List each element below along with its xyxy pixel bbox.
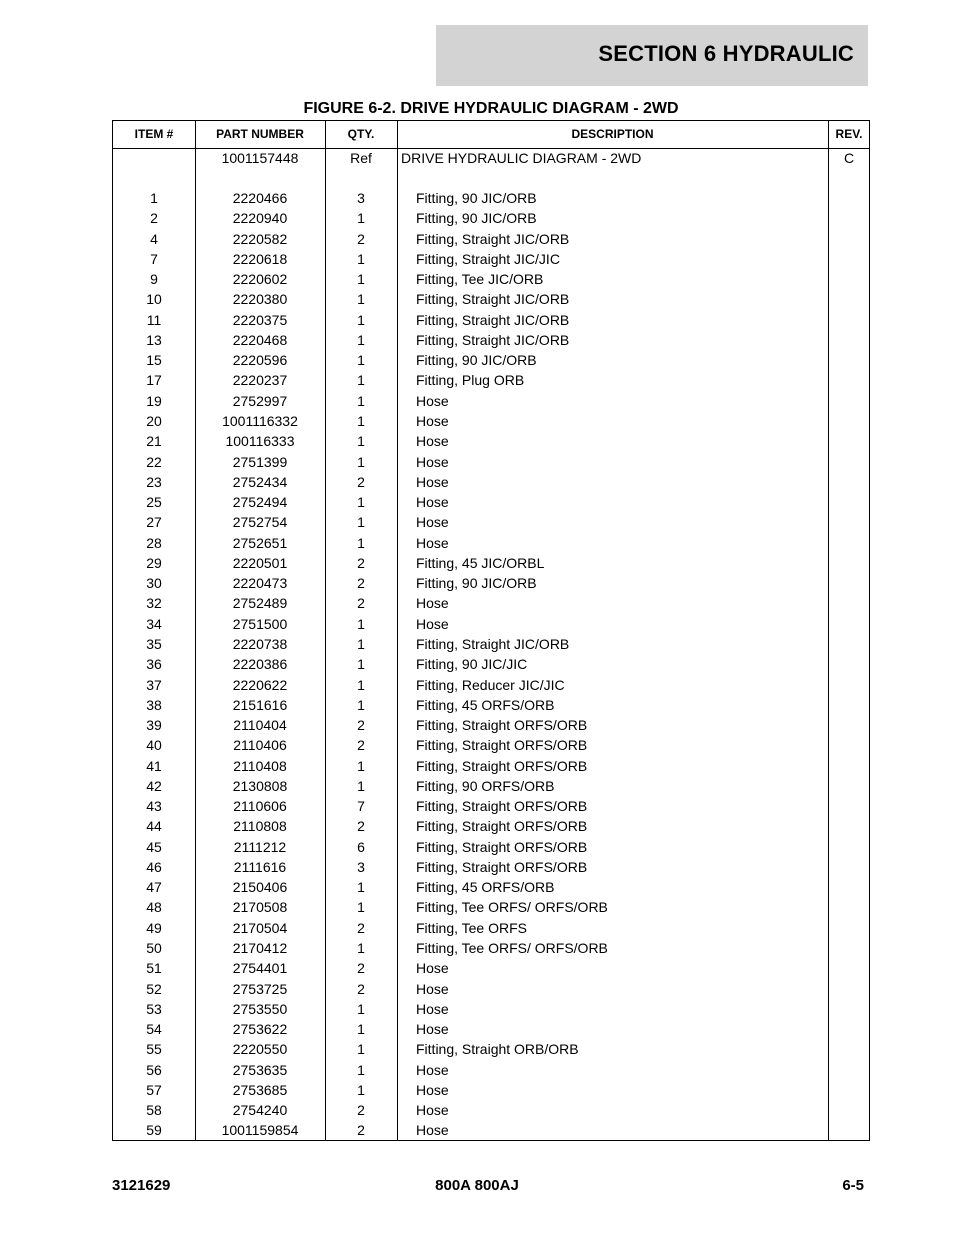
description: Hose — [416, 1081, 449, 1098]
quantity: 1 — [357, 777, 365, 794]
quantity: 1 — [357, 1021, 365, 1038]
item-number: 52 — [146, 980, 162, 997]
item-number: 56 — [146, 1061, 162, 1078]
quantity: 1 — [357, 1061, 365, 1078]
part-number: 2751500 — [232, 615, 288, 632]
description: Fitting, Straight ORFS/ORB — [416, 737, 588, 754]
part-number: 1001116332 — [222, 413, 298, 429]
part-number: 2220501 — [232, 554, 288, 571]
part-number: 2220473 — [232, 575, 288, 592]
quantity: 1 — [357, 331, 365, 348]
item-number: 59 — [146, 1122, 162, 1139]
quantity: 2 — [357, 230, 365, 247]
description: Fitting, Straight ORFS/ORB — [416, 838, 588, 855]
quantity: 1 — [357, 271, 365, 288]
item-number: 23 — [146, 473, 162, 490]
item-number: 22 — [146, 453, 162, 470]
quantity: 2 — [357, 717, 365, 733]
description: Fitting, 90 ORFS/ORB — [416, 777, 555, 794]
description: Hose — [416, 1021, 449, 1038]
description: Fitting, 45 ORFS/ORB — [416, 879, 555, 896]
item-number: 17 — [146, 372, 162, 389]
table-row — [113, 677, 869, 697]
description: Hose — [416, 1102, 449, 1119]
ref-row — [113, 150, 869, 170]
table-row — [113, 251, 869, 271]
table-row — [113, 271, 869, 291]
quantity: 1 — [357, 210, 365, 227]
item-number: 15 — [146, 352, 162, 369]
item-number: 38 — [146, 696, 162, 713]
quantity: 2 — [357, 575, 365, 592]
header-item: ITEM # — [134, 127, 174, 141]
item-number: 19 — [146, 392, 162, 409]
part-number: 2753725 — [232, 980, 288, 997]
table-row — [113, 555, 869, 575]
part-number: 2220596 — [232, 352, 288, 369]
section-title: SECTION 6 HYDRAULIC — [598, 41, 854, 66]
table-row — [113, 879, 869, 899]
item-number: 10 — [146, 291, 162, 308]
footer-page-number: 6-5 — [842, 1177, 864, 1194]
table-row — [113, 616, 869, 636]
table-row — [113, 190, 869, 210]
description: Hose — [416, 1000, 449, 1017]
part-number: 2752651 — [232, 534, 288, 551]
part-number: 2752434 — [232, 473, 288, 490]
quantity: 2 — [357, 919, 365, 936]
part-number: 2220940 — [232, 210, 288, 227]
item-number: 1 — [150, 190, 158, 206]
quantity: 1 — [357, 433, 365, 450]
description: Fitting, 45 JIC/ORBL — [416, 554, 545, 571]
description: Hose — [416, 1061, 449, 1078]
item-number: 42 — [146, 777, 162, 794]
part-number: 2111212 — [233, 838, 287, 855]
table-row — [113, 352, 869, 372]
description: Fitting, Straight JIC/ORB — [416, 291, 570, 308]
item-number: 40 — [146, 737, 162, 754]
part-number: 2220237 — [232, 372, 288, 389]
item-number: 27 — [146, 514, 162, 531]
part-number: 2110408 — [233, 757, 287, 774]
item-number: 2 — [150, 210, 158, 227]
description: Fitting, Straight JIC/JIC — [416, 250, 560, 267]
table-row — [113, 920, 869, 940]
quantity: 1 — [357, 899, 365, 916]
description: Hose — [416, 413, 449, 429]
item-number: 46 — [146, 858, 162, 875]
table-row — [113, 514, 869, 534]
table-row — [113, 960, 869, 980]
part-number: 2110808 — [233, 818, 287, 835]
item-number: 48 — [146, 899, 162, 916]
part-number: 2130808 — [232, 777, 288, 794]
ref-rev: C — [843, 150, 855, 166]
header-part-number: PART NUMBER — [216, 127, 304, 141]
ref-qty: Ref — [350, 150, 372, 166]
item-number: 50 — [146, 940, 162, 956]
part-number: 2220550 — [232, 1041, 288, 1058]
table-row — [113, 940, 869, 960]
item-number: 35 — [146, 635, 162, 652]
quantity: 2 — [357, 960, 365, 977]
part-number: 2220468 — [232, 331, 288, 348]
description: Fitting, Straight JIC/ORB — [416, 331, 570, 348]
item-number: 51 — [146, 960, 162, 977]
quantity: 1 — [357, 372, 365, 389]
part-number: 2752754 — [232, 514, 288, 531]
part-number: 2170508 — [232, 899, 288, 916]
item-number: 57 — [146, 1081, 162, 1098]
item-number: 7 — [150, 250, 158, 267]
ref-part-number: 1001157448 — [221, 150, 299, 166]
header-divider — [113, 148, 869, 149]
quantity: 1 — [357, 352, 365, 369]
item-number: 58 — [146, 1102, 162, 1119]
footer-model: 800A 800AJ — [435, 1177, 519, 1194]
part-number: 2754240 — [232, 1102, 288, 1119]
description: Fitting, Tee ORFS/ ORFS/ORB — [416, 940, 608, 956]
table-row — [113, 737, 869, 757]
table-row — [113, 839, 869, 859]
header-description: DESCRIPTION — [571, 127, 654, 141]
part-number: 2220466 — [232, 190, 288, 206]
description: Fitting, 90 JIC/JIC — [416, 656, 528, 673]
quantity: 2 — [357, 737, 365, 754]
quantity: 1 — [357, 413, 365, 429]
part-number: 2151616 — [232, 696, 288, 713]
table-row — [113, 372, 869, 392]
quantity: 3 — [357, 858, 365, 875]
description: Fitting, Tee ORFS — [416, 919, 528, 936]
description: Hose — [416, 514, 449, 531]
table-row — [113, 697, 869, 717]
figure-title: FIGURE 6-2. DRIVE HYDRAULIC DIAGRAM - 2WD — [303, 100, 679, 117]
footer-doc-number: 3121629 — [112, 1177, 171, 1194]
item-number: 28 — [146, 534, 162, 551]
description: Fitting, Straight ORFS/ORB — [416, 798, 588, 815]
description: Fitting, 45 ORFS/ORB — [416, 696, 555, 713]
part-number: 2110606 — [233, 798, 287, 815]
quantity: 2 — [357, 473, 365, 490]
part-number: 1001159854 — [221, 1122, 299, 1139]
description: Fitting, Straight ORFS/ORB — [416, 757, 588, 774]
part-number: 2220375 — [232, 311, 288, 328]
quantity: 1 — [357, 879, 365, 896]
quantity: 1 — [357, 534, 365, 551]
table-row — [113, 413, 869, 433]
description: Fitting, Plug ORB — [416, 372, 525, 389]
ref-description: DRIVE HYDRAULIC DIAGRAM - 2WD — [401, 150, 642, 166]
table-row — [113, 210, 869, 230]
description: Hose — [416, 494, 449, 511]
description: Fitting, Straight JIC/ORB — [416, 635, 570, 652]
quantity: 2 — [357, 595, 365, 612]
item-number: 49 — [146, 919, 162, 936]
item-number: 53 — [146, 1000, 162, 1017]
item-number: 54 — [146, 1021, 162, 1038]
description: Hose — [416, 615, 449, 632]
part-number: 2111616 — [233, 858, 287, 875]
quantity: 1 — [357, 615, 365, 632]
part-number: 2220386 — [232, 656, 288, 673]
quantity: 1 — [357, 656, 365, 673]
description: Fitting, 90 JIC/ORB — [416, 575, 537, 592]
parts-table — [112, 120, 870, 1141]
item-number: 37 — [146, 676, 162, 693]
quantity: 3 — [357, 190, 365, 206]
table-row — [113, 393, 869, 413]
item-number: 39 — [146, 717, 162, 733]
item-number: 30 — [146, 575, 162, 592]
description: Fitting, Tee JIC/ORB — [416, 271, 544, 288]
description: Fitting, 90 JIC/ORB — [416, 210, 537, 227]
table-row — [113, 291, 869, 311]
description: Hose — [416, 534, 449, 551]
description: Hose — [416, 980, 449, 997]
table-row — [113, 494, 869, 514]
table-row — [113, 899, 869, 919]
table-row — [113, 798, 869, 818]
part-number: 2220738 — [232, 635, 288, 652]
description: Hose — [416, 595, 449, 612]
item-number: 43 — [146, 798, 162, 815]
table-row — [113, 1122, 869, 1142]
item-number: 13 — [146, 331, 162, 348]
item-number: 44 — [146, 818, 162, 835]
table-row — [113, 1102, 869, 1122]
description: Fitting, Straight JIC/ORB — [416, 311, 570, 328]
quantity: 1 — [357, 311, 365, 328]
part-number: 2753622 — [232, 1021, 288, 1038]
table-row — [113, 636, 869, 656]
quantity: 1 — [357, 635, 365, 652]
part-number: 2170504 — [232, 919, 288, 936]
item-number: 11 — [146, 311, 162, 328]
table-row — [113, 859, 869, 879]
part-number: 2220622 — [232, 676, 288, 693]
part-number: 2753685 — [232, 1081, 288, 1098]
item-number: 34 — [146, 615, 162, 632]
header-qty: QTY. — [347, 127, 375, 141]
quantity: 2 — [357, 818, 365, 835]
table-row — [113, 778, 869, 798]
table-row — [113, 981, 869, 1001]
description: Hose — [416, 453, 449, 470]
table-row — [113, 1001, 869, 1021]
item-number: 47 — [146, 879, 162, 896]
description: Fitting, Straight ORFS/ORB — [416, 818, 588, 835]
part-number: 2220582 — [232, 230, 288, 247]
table-row — [113, 595, 869, 615]
item-number: 45 — [146, 838, 162, 855]
table-row — [113, 332, 869, 352]
description: Fitting, Straight ORB/ORB — [416, 1041, 579, 1058]
part-number: 2753550 — [232, 1000, 288, 1017]
quantity: 1 — [357, 757, 365, 774]
part-number: 2752494 — [232, 494, 288, 511]
table-row — [113, 818, 869, 838]
section-header — [436, 25, 868, 86]
description: Fitting, 90 JIC/ORB — [416, 352, 537, 369]
quantity: 1 — [357, 453, 365, 470]
quantity: 6 — [357, 838, 365, 855]
item-number: 55 — [146, 1041, 162, 1058]
table-row — [113, 535, 869, 555]
quantity: 1 — [357, 392, 365, 409]
table-row — [113, 758, 869, 778]
quantity: 1 — [357, 291, 365, 308]
item-number: 36 — [146, 656, 162, 673]
item-number: 4 — [150, 230, 158, 247]
quantity: 1 — [357, 1000, 365, 1017]
quantity: 2 — [357, 1102, 365, 1119]
item-number: 32 — [146, 595, 162, 612]
description: Hose — [416, 473, 449, 490]
part-number: 2751399 — [232, 453, 288, 470]
quantity: 1 — [357, 250, 365, 267]
table-row — [113, 1041, 869, 1061]
description: Hose — [416, 1122, 449, 1139]
item-number: 41 — [146, 757, 162, 774]
quantity: 1 — [357, 494, 365, 511]
quantity: 2 — [357, 980, 365, 997]
description: Fitting, Straight JIC/ORB — [416, 230, 570, 247]
part-number: 2220380 — [232, 291, 288, 308]
part-number: 2170412 — [232, 940, 288, 956]
item-number: 9 — [150, 271, 158, 288]
part-number: 2150406 — [232, 879, 288, 896]
quantity: 2 — [357, 1122, 365, 1139]
part-number: 2110406 — [233, 737, 287, 754]
quantity: 1 — [357, 1081, 365, 1098]
quantity: 1 — [357, 1041, 365, 1058]
description: Hose — [416, 392, 449, 409]
description: Fitting, Reducer JIC/JIC — [416, 676, 565, 693]
description: Fitting, Straight ORFS/ORB — [416, 717, 588, 733]
table-row — [113, 1082, 869, 1102]
header-rev: REV. — [835, 127, 863, 141]
table-row — [113, 1062, 869, 1082]
item-number: 21 — [146, 433, 162, 450]
item-number: 29 — [146, 554, 162, 571]
quantity: 1 — [357, 940, 365, 956]
part-number: 2220618 — [232, 250, 288, 267]
part-number: 2752489 — [232, 595, 288, 612]
table-row — [113, 454, 869, 474]
description: Fitting, Tee ORFS/ ORFS/ORB — [416, 899, 608, 916]
description: Hose — [416, 960, 449, 977]
description: Fitting, Straight ORFS/ORB — [416, 858, 588, 875]
item-number: 20 — [146, 413, 162, 429]
table-row — [113, 656, 869, 676]
quantity: 2 — [357, 554, 365, 571]
part-number: 2220602 — [232, 271, 288, 288]
part-number: 100116333 — [225, 433, 295, 450]
table-row — [113, 575, 869, 595]
part-number: 2110404 — [233, 717, 287, 733]
description: Fitting, 90 JIC/ORB — [416, 190, 537, 206]
table-row — [113, 312, 869, 332]
part-number: 2752997 — [232, 392, 288, 409]
quantity: 1 — [357, 696, 365, 713]
item-number: 25 — [146, 494, 162, 511]
table-row — [113, 717, 869, 737]
table-row — [113, 231, 869, 251]
table-row — [113, 1021, 869, 1041]
quantity: 1 — [357, 676, 365, 693]
table-row — [113, 433, 869, 453]
part-number: 2753635 — [232, 1061, 288, 1078]
table-row — [113, 474, 869, 494]
description: Hose — [416, 433, 449, 450]
quantity: 7 — [357, 798, 365, 815]
quantity: 1 — [357, 514, 365, 531]
part-number: 2754401 — [232, 960, 288, 977]
